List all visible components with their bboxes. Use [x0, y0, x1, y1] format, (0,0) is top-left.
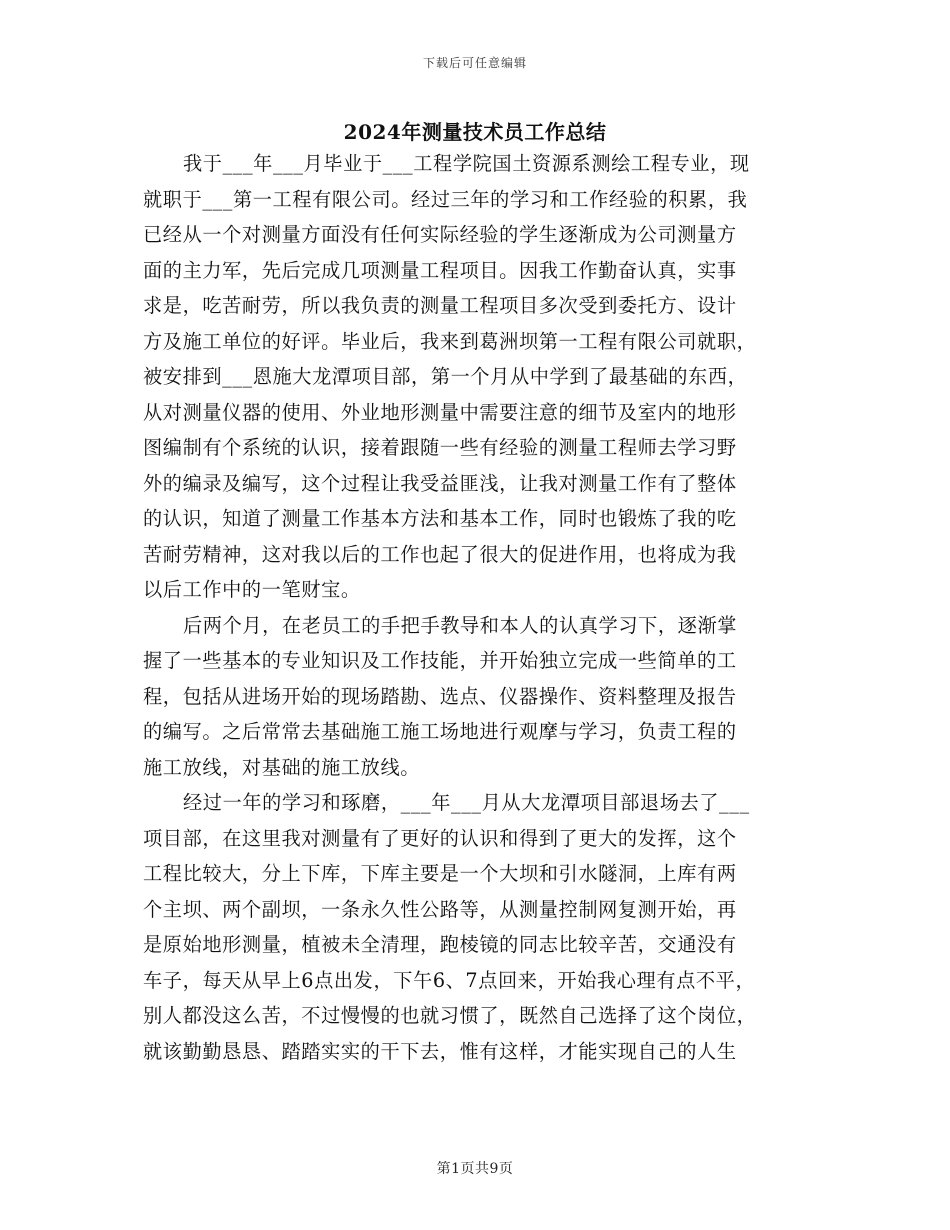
- text-line: 就该勤勤恳恳、踏踏实实的干下去，惟有这样，才能实现自己的人生: [143, 1039, 737, 1063]
- text-line: 程，包括从进场开始的现场踏勘、选点、仪器操作、资料整理及报告: [143, 684, 737, 708]
- paragraph-2: [143, 608, 807, 786]
- text-line: 被安排到___恩施大龙潭项目部，第一个月从中学到了最基础的东西，: [143, 365, 748, 388]
- text-line: 工程比较大，分上下库，下库主要是一个大坝和引水隧洞，上库有两: [143, 862, 737, 885]
- header-note: 下载后可任意编辑: [422, 56, 527, 70]
- text-line: 的编写。之后常常去基础施工施工场地进行观摩与学习，负责工程的: [143, 720, 737, 743]
- text-line: 图编制有个系统的认识，接着跟随一些有经验的测量工程师去学习野: [143, 436, 737, 459]
- page-number: 第1页共9页: [436, 1161, 514, 1177]
- text-line: 以后工作中的一笔财宝。: [143, 578, 361, 601]
- paragraph-1: [143, 146, 807, 608]
- text-line: 面的主力军，先后完成几项测量工程项目。因我工作勤奋认真，实事: [143, 258, 737, 282]
- text-line: 苦耐劳精神，这对我以后的工作也起了很大的促进作用，也将成为我: [143, 542, 737, 566]
- paragraph-3: [143, 785, 807, 1069]
- text-line: 经过一年的学习和琢磨，___年___月从大龙潭项目部退场去了___: [183, 791, 750, 814]
- text-line: 我于___年___月毕业于___工程学院国土资源系测绘工程专业，现: [183, 152, 750, 175]
- text-line: 已经从一个对测量方面没有任何实际经验的学生逐渐成为公司测量方: [143, 223, 737, 246]
- text-line: 求是，吃苦耐劳，所以我负责的测量工程项目多次受到委托方、设计: [143, 294, 737, 317]
- text-line: 是原始地形测量，植被未全清理，跑棱镜的同志比较辛苦，交通没有: [143, 933, 737, 956]
- text-line: 施工放线，对基础的施工放线。: [143, 755, 421, 779]
- text-line: 从对测量仪器的使用、外业地形测量中需要注意的细节及室内的地形: [143, 400, 737, 424]
- document-body: [143, 146, 807, 1069]
- text-line: 后两个月，在老员工的手把手教导和本人的认真学习下，逐渐掌: [183, 613, 738, 637]
- text-line: 项目部，在这里我对测量有了更好的认识和得到了更大的发挥，这个: [143, 826, 737, 850]
- page-title: 2024年测量技术员工作总结: [343, 120, 607, 144]
- text-line: 方及施工单位的好评。毕业后，我来到葛洲坝第一工程有限公司就职，: [143, 329, 757, 353]
- text-line: 别人都没这么苦，不过慢慢的也就习惯了，既然自己选择了这个岗位，: [143, 1004, 757, 1027]
- text-line: 就职于___第一工程有限公司。经过三年的学习和工作经验的积累，我: [143, 187, 748, 211]
- text-line: 外的编录及编写，这个过程让我受益匪浅，让我对测量工作有了整体: [143, 471, 737, 495]
- text-line: 车子，每天从早上6点出发，下午6、7点回来，开始我心理有点不平，: [143, 968, 756, 992]
- text-line: 个主坝、两个副坝，一条永久性公路等，从测量控制网复测开始，再: [143, 897, 737, 921]
- text-line: 握了一些基本的专业知识及工作技能，并开始独立完成一些简单的工: [143, 649, 737, 672]
- text-line: 的认识，知道了测量工作基本方法和基本工作，同时也锻炼了我的吃: [143, 507, 737, 530]
